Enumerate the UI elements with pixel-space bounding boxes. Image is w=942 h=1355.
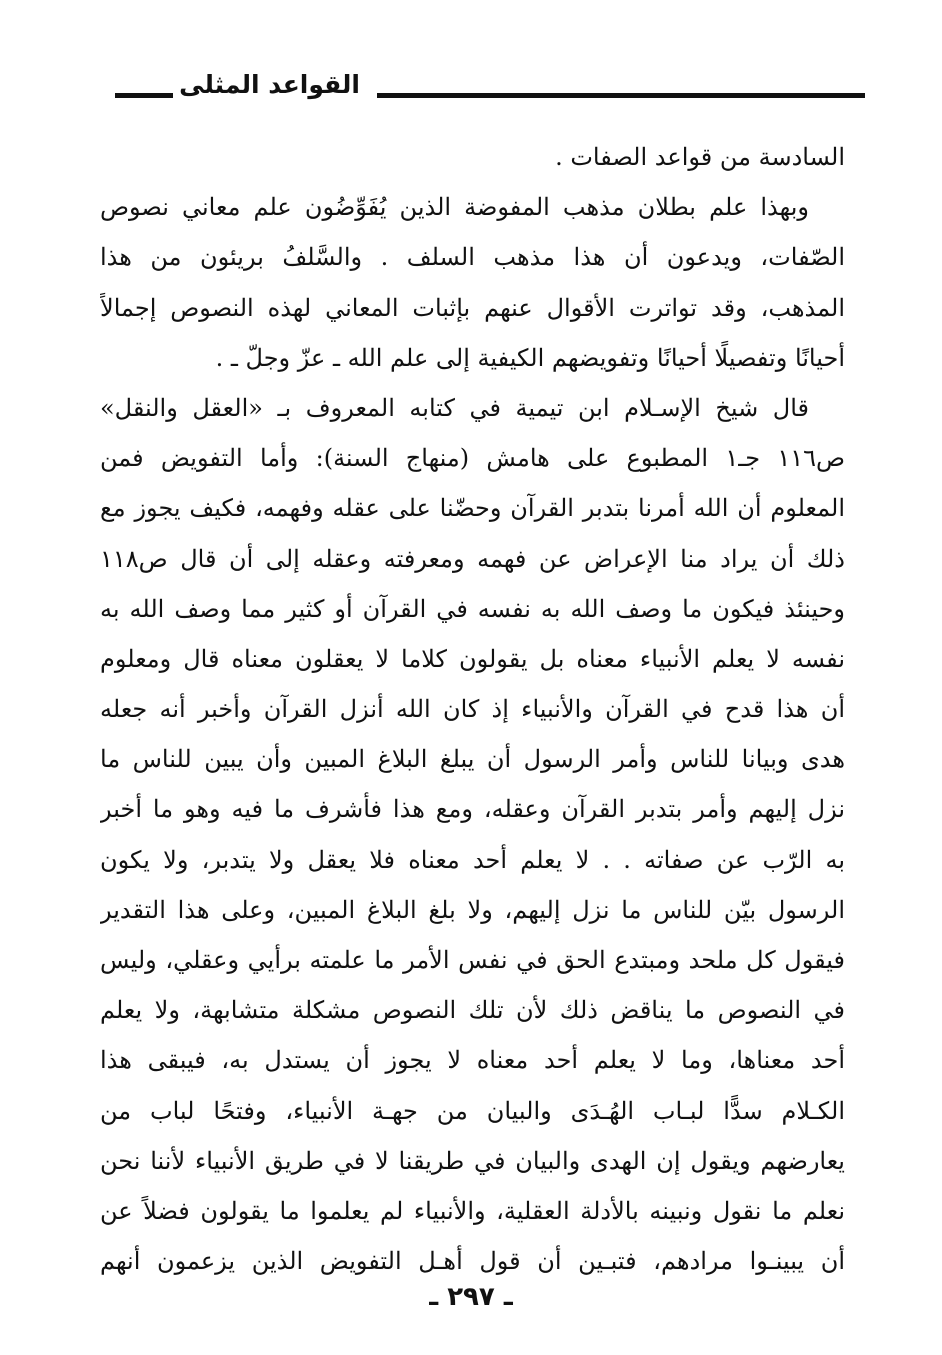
- text-line: ص١١٦ جـ١ المطبوع على هامش (منهاج السنة): وأما التفويض فمن: [100, 444, 845, 473]
- text-line: أحيانًا وتفصيلًا أحيانًا وتفويضهم الكيفية إلى علم الله ـ عزّ وجلّ ـ .: [215, 343, 845, 372]
- body-text: [100, 132, 845, 1286]
- text-line: الصّفات، ويدعون أن هذا مذهب السلف . والسَّلفُ بريئون من هذا: [100, 243, 845, 272]
- header-rule-right: [377, 93, 865, 98]
- book-title: القواعد المثلى: [179, 70, 360, 99]
- text-line: المعلوم أن الله أمرنا بتدبر القرآن وحضّنا على عقله وفهمه، فكيف يجوز مع: [100, 494, 845, 523]
- text-line: السادسة من قواعد الصفات .: [555, 143, 845, 171]
- text-line: وبهذا علم بطلان مذهب المفوضة الذين يُفَوِّضُون علم معاني نصوص: [100, 193, 809, 222]
- text-line: نزل إليهم وأمر بتدبر القرآن وعقله، ومع هذا فأشرف ما فيه وهو ما أخبر: [100, 795, 845, 824]
- text-line: نعلم ما نقول ونبينه بالأدلة العقلية، والأنبياء لم يعلموا ما يقولون فضلاً عن: [100, 1196, 845, 1225]
- text-line: فيقول كل ملحد ومبتدع الحق في نفس الأمر ما علمته برأيي وعقلي، وليس: [100, 946, 845, 974]
- header-rule-left: [115, 93, 173, 98]
- text-line: قال شيخ الإسـلام ابن تيمية في كتابه المعروف بـ «العقل والنقل»: [100, 393, 809, 422]
- text-line: يعارضهم ويقول إن الهدى والبيان في طريقنا لا في طريق الأنبياء لأننا نحن: [100, 1146, 845, 1175]
- text-line: وحينئذ فيكون ما وصف الله به نفسه في القرآن أو كثير مما وصف الله به: [100, 594, 845, 623]
- text-line: المذهب، وقد تواترت الأقوال عنهم بإثبات المعاني لهذه النصوص إجمالاً: [100, 293, 845, 322]
- text-line: الرسول بيّن للناس ما نزل إليهم، ولا بلغ البلاغ المبين، وعلى هذا التقدير: [100, 895, 845, 924]
- running-header: [95, 66, 865, 116]
- text-line: الكـلام سدًّا لبـاب الهُـدَى والبيان من جهـة الأنبياء، وفتحًا لباب من: [100, 1096, 845, 1125]
- text-line: هدى وبيانا للناس وأمر الرسول أن يبلغ البلاغ المبين وأن يبين للناس ما: [100, 745, 845, 774]
- text-line: أن يبينـوا مرادهم، فتبـين أن قول أهـل التفويض الذين يزعمون أنهم: [100, 1247, 845, 1276]
- text-line: ذلك أن يراد منا الإعراض عن فهمه ومعرفته وعقله إلى أن قال ص١١٨: [100, 544, 845, 573]
- text-line: أن هذا قدح في القرآن والأنبياء إذ كان الله أنزل القرآن وأخبر أنه جعله: [100, 695, 845, 724]
- text-line: به الرّب عن صفاته . . لا يعلم أحد معناه فلا يعقل ولا يتدبر، ولا يكون: [100, 845, 845, 874]
- text-line: في النصوص ما يناقض ذلك لأن تلك النصوص مشكلة متشابهة، ولا يعلم: [100, 996, 845, 1025]
- text-line: نفسه لا يعلم الأنبياء معناه بل يقولون كلاما لا يعقلون معناه قال ومعلوم: [100, 644, 845, 673]
- text-line: أحد معناها، وما لا يعلم أحد معناه لا يجوز أن يستدل به، فيبقى هذا: [100, 1046, 845, 1075]
- page-number: ـ ٢٩٧ ـ: [429, 1282, 513, 1312]
